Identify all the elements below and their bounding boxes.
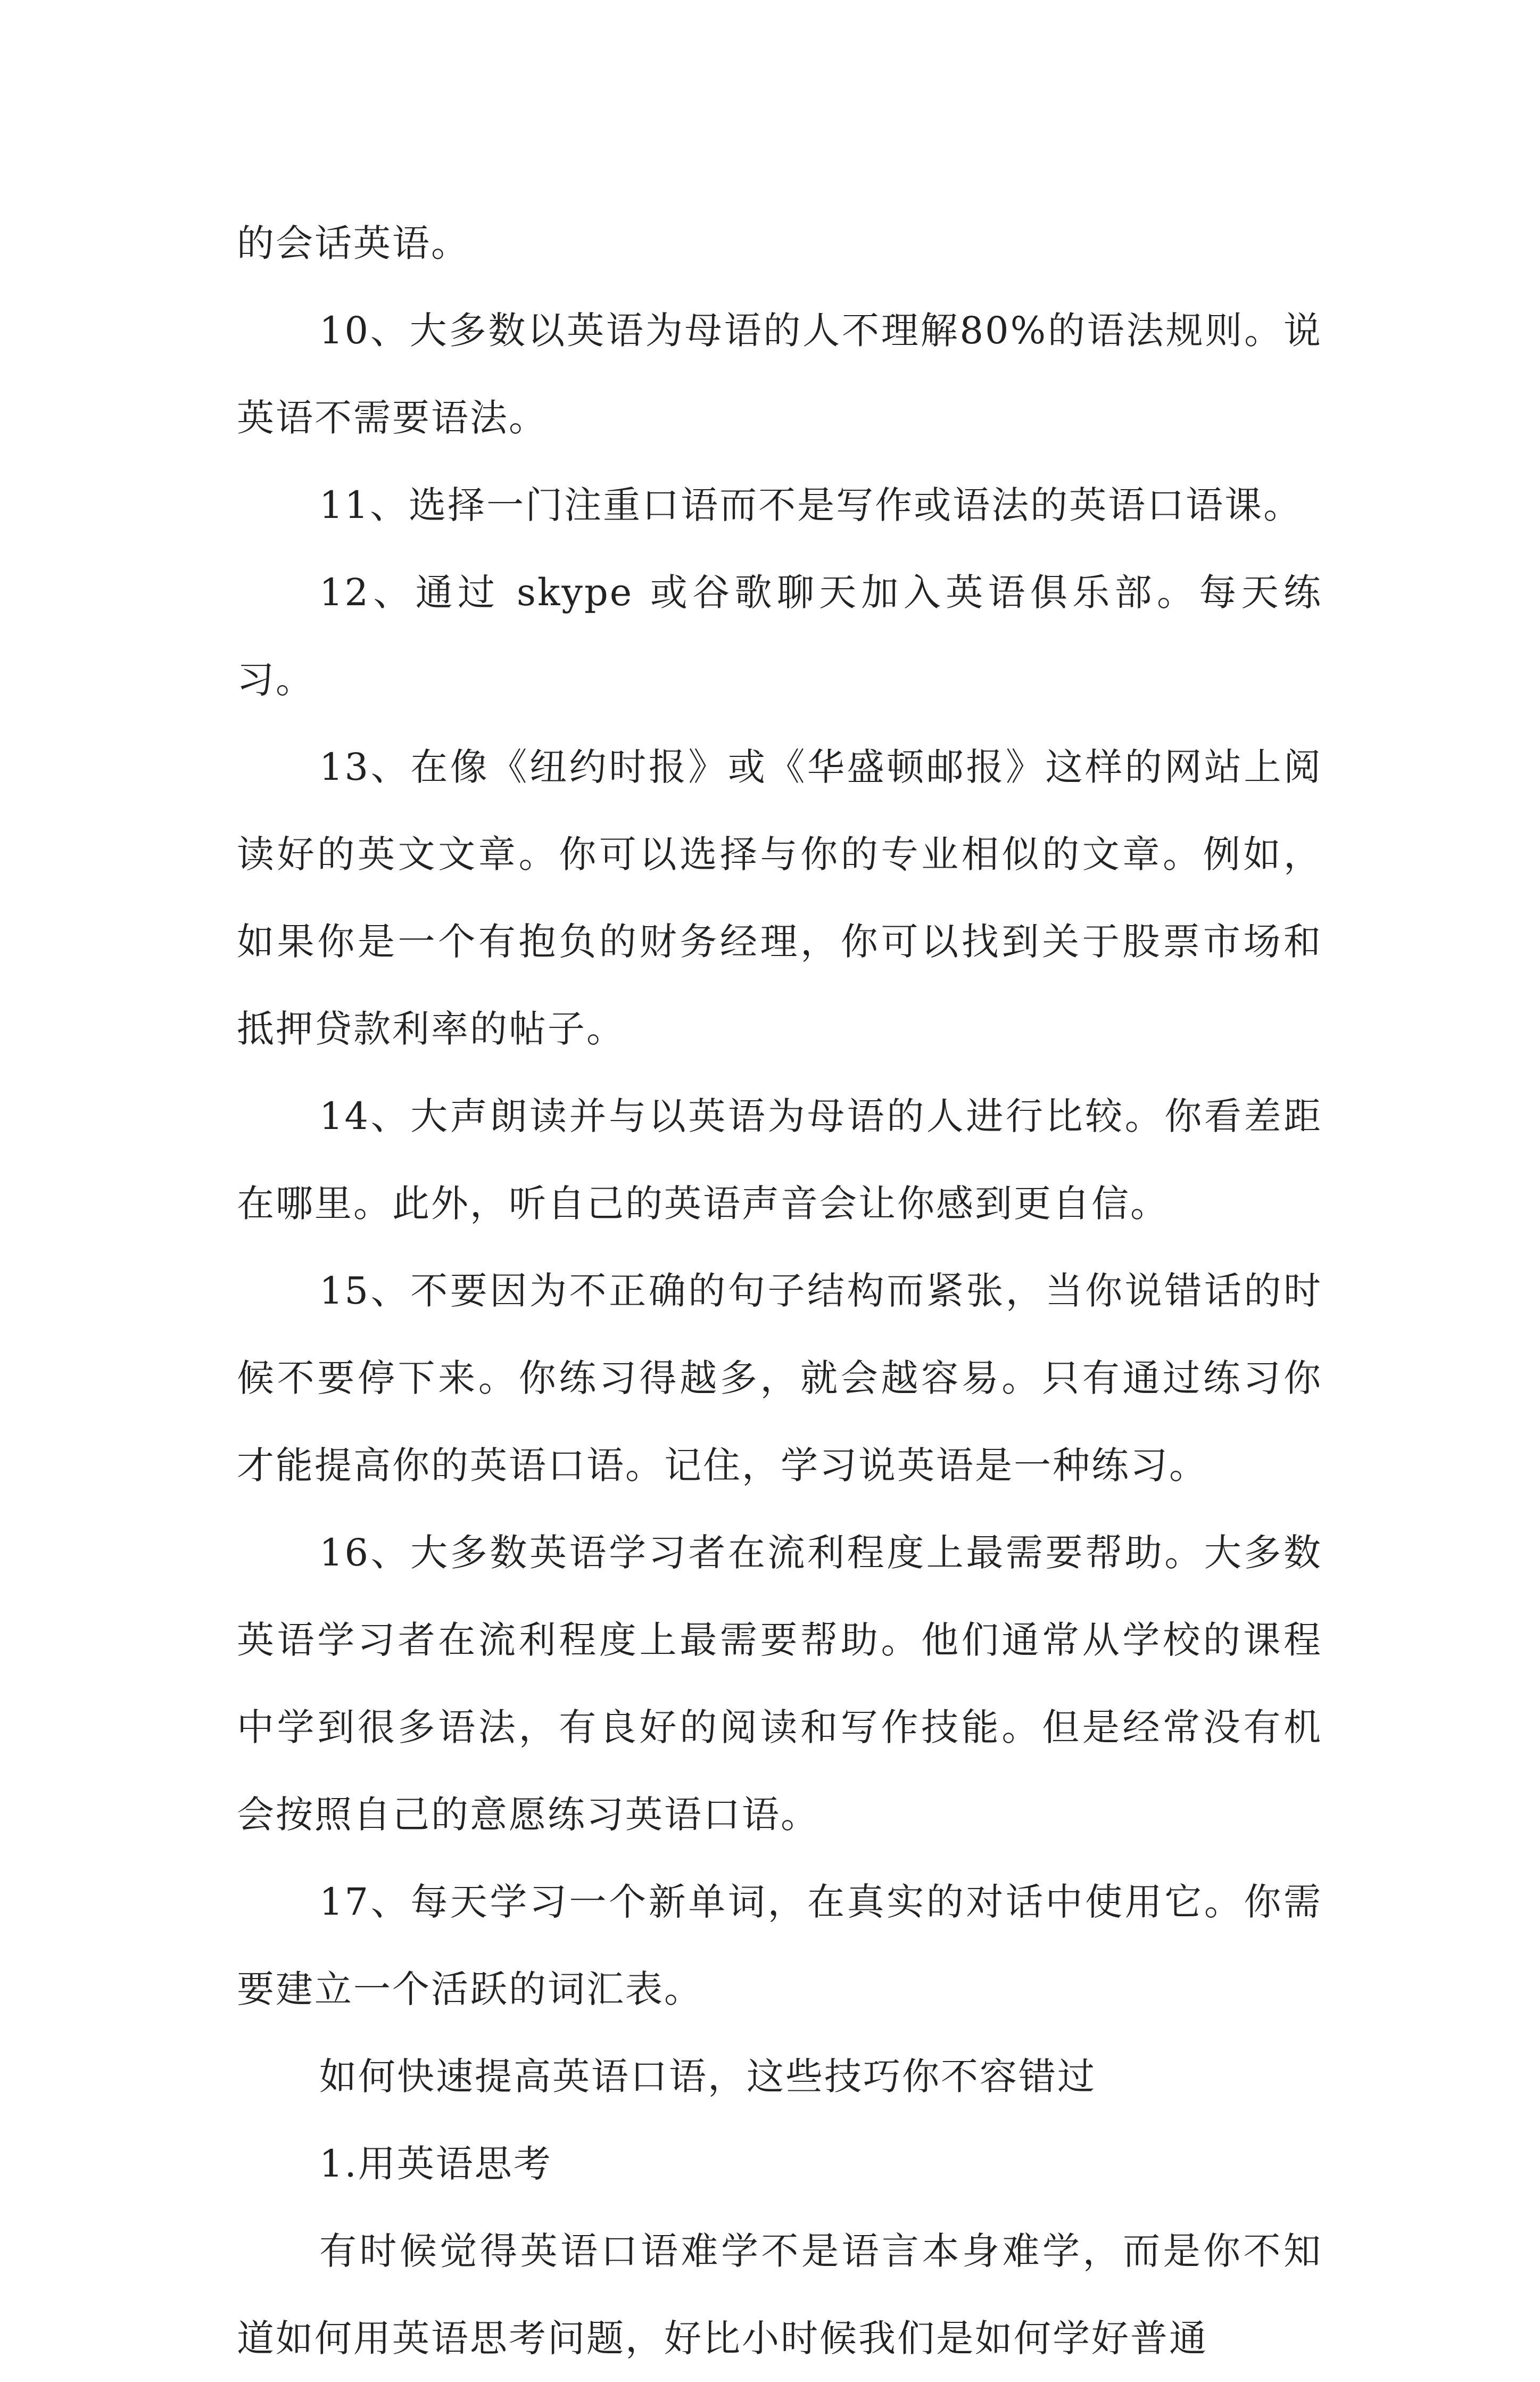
paragraph-body: 有时候觉得英语口语难学不是语言本身难学，而是你不知道如何用英语思考问题，好比小时候我们是如何学好普通 — [237, 2229, 1322, 2360]
paragraph-item-14: 14、大声朗读并与以英语为母语的人进行比较。你看差距在哪里。此外，听自己的英语声音会让你感到更自信。 — [237, 1094, 1322, 1225]
section-heading: 如何快速提高英语口语，这些技巧你不容错过 — [319, 2055, 1096, 2098]
paragraph-item-15: 15、不要因为不正确的句子结构而紧张，当你说错话的时候不要停下来。你练习得越多，就会越容易。只有通过练习你才能提高你的英语口语。记住，学习说英语是一种练习。 — [237, 1269, 1322, 1487]
document-page — [237, 200, 1322, 2382]
paragraph-continuation: 的会话英语。 — [237, 221, 470, 265]
paragraph-item-12: 12、通过 skype 或谷歌聊天加入英语俱乐部。每天练习。 — [237, 571, 1322, 702]
paragraph-item-10: 10、大多数以英语为母语的人不理解80%的语法规则。说英语不需要语法。 — [237, 309, 1322, 440]
paragraph-item-17: 17、每天学习一个新单词，在真实的对话中使用它。你需要建立一个活跃的词汇表。 — [237, 1880, 1322, 2011]
paragraph-item-11: 11、选择一门注重口语而不是写作或语法的英语口语课。 — [319, 483, 1303, 527]
paragraph-item-13: 13、在像《纽约时报》或《华盛顿邮报》这样的网站上阅读好的英文文章。你可以选择与你的专业相似的文章。例如，如果你是一个有抱负的财务经理，你可以找到关于股票市场和抵押贷款利率的帖子。 — [237, 745, 1322, 1051]
subheading-think-in-english: 1.用英语思考 — [319, 2142, 552, 2186]
paragraph-item-16: 16、大多数英语学习者在流利程度上最需要帮助。大多数英语学习者在流利程度上最需要帮助。他们通常从学校的课程中学到很多语法，有良好的阅读和写作技能。但是经常没有机会按照自己的意愿练习英语口语。 — [237, 1531, 1322, 1836]
